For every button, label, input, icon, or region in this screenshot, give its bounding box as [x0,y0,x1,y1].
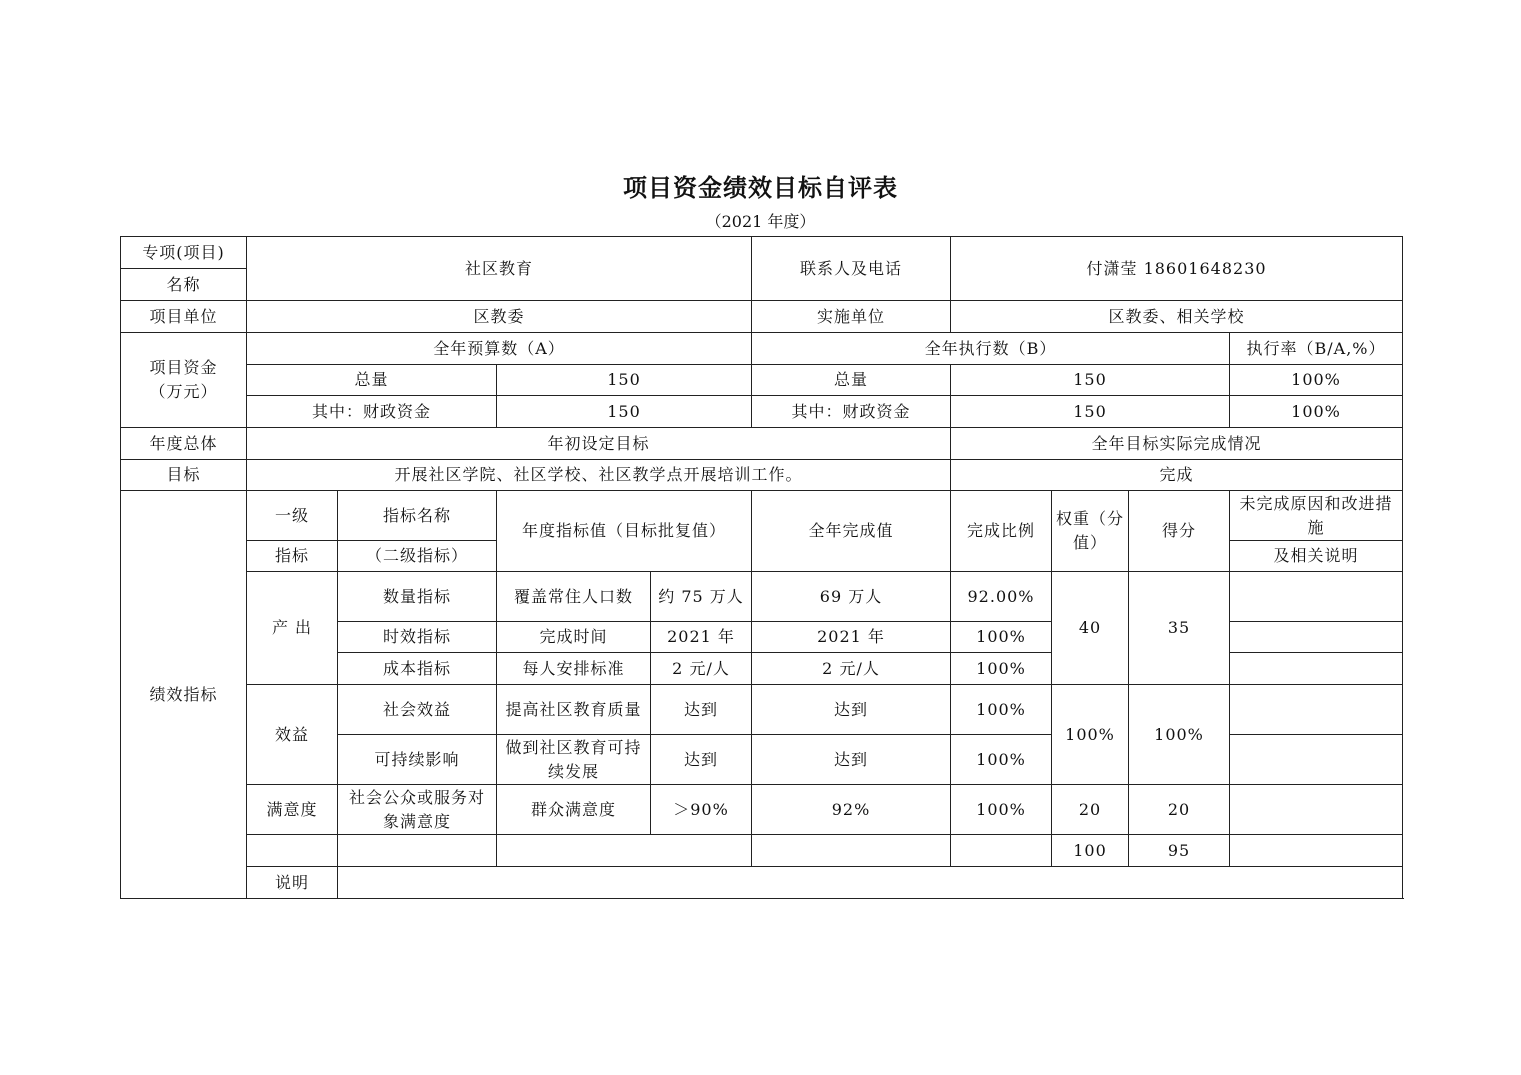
fiscal-budget-label: 其中：财政资金 [247,396,497,428]
benefit-score: 100% [1129,685,1230,785]
satisfaction-score: 20 [1129,785,1230,835]
unit-row [121,301,1403,333]
fiscal-rate: 100% [1230,396,1403,428]
page-subtitle: （2021 年度） [705,212,816,231]
satisfaction-indicator-item: 群众满意度 [497,785,651,835]
goals-set-header: 年初设定目标 [247,428,951,460]
total-empty-cell [338,835,497,867]
output-weight: 40 [1052,572,1129,685]
output-indicator-target: 2021 年 [651,622,752,653]
output-level-label: 产 出 [247,572,338,685]
total-empty-cell [1230,835,1403,867]
total-exec-label: 总量 [752,365,951,396]
indicators-section-label: 绩效指标 [121,491,247,899]
output-reason-cell [1230,572,1403,622]
benefit-indicator-ratio: 100% [951,735,1052,785]
benefit-indicator-target: 达到 [651,735,752,785]
weight-header: 权重（分值） [1052,491,1129,572]
total-row [121,835,1403,867]
satisfaction-indicator-ratio: 100% [951,785,1052,835]
output-indicator-item: 完成时间 [497,622,651,653]
output-indicator-item: 覆盖常住人口数 [497,572,651,622]
score-header: 得分 [1129,491,1230,572]
output-indicator-name: 数量指标 [338,572,497,622]
output-indicator-name: 成本指标 [338,653,497,685]
goals-value-row [121,460,1403,491]
output-indicator-target: 2 元/人 [651,653,752,685]
output-indicator-ratio: 100% [951,622,1052,653]
fiscal-exec-value: 150 [951,396,1230,428]
total-empty-cell [497,835,752,867]
rate-header: 执行率（B/A,%） [1230,333,1403,365]
output-reason-cell [1230,622,1403,653]
satisfaction-indicator-actual: 92% [752,785,951,835]
fiscal-budget-value: 150 [497,396,752,428]
benefit-indicator-name: 可持续影响 [338,735,497,785]
total-empty-cell [752,835,951,867]
benefit-indicator-item: 做到社区教育可持续发展 [497,735,651,785]
unit-label: 项目单位 [121,301,247,333]
benefit-level-label: 效益 [247,685,338,785]
total-empty-cell [247,835,338,867]
total-budget-value: 150 [497,365,752,396]
total-budget-label: 总量 [247,365,497,396]
indicator-header-row-1 [121,491,1403,541]
goals-actual-value: 完成 [951,460,1403,491]
total-score: 95 [1129,835,1230,867]
satisfaction-weight: 20 [1052,785,1129,835]
level1-header-a: 一级 [247,491,338,541]
budget-header: 全年预算数（A） [247,333,752,365]
output-score: 35 [1129,572,1230,685]
actual-header: 全年完成值 [752,491,951,572]
ratio-header: 完成比例 [951,491,1052,572]
benefit-weight: 100% [1052,685,1129,785]
funds-total-row [121,365,1403,396]
target-header: 年度指标值（目标批复值） [497,491,752,572]
benefit-indicator-actual: 达到 [752,685,951,735]
project-name-label: 专项(项目) [121,237,247,269]
benefit-reason-cell [1230,735,1403,785]
note-row [121,867,1403,899]
output-indicator-actual: 2 元/人 [752,653,951,685]
funds-label [121,333,247,428]
page-title: 项目资金绩效目标自评表 [623,174,898,202]
satisfaction-row [121,785,1403,835]
output-indicator-item: 每人安排标准 [497,653,651,685]
output-indicator-ratio: 100% [951,653,1052,685]
evaluation-table [120,236,1403,899]
project-row-1 [121,237,1403,269]
reason-header-a: 未完成原因和改进措施 [1230,491,1403,541]
total-empty-cell [951,835,1052,867]
goals-label-1: 年度总体 [121,428,247,460]
benefit-indicator-target: 达到 [651,685,752,735]
note-label: 说明 [247,867,338,899]
funds-label-line2: （万元） [149,382,218,401]
reason-header-b: 及相关说明 [1230,541,1403,572]
output-indicator-target: 约 75 万人 [651,572,752,622]
total-rate: 100% [1230,365,1403,396]
benefit-row-social [121,685,1403,735]
note-value [338,867,1403,899]
impl-value: 区教委、相关学校 [951,301,1403,333]
benefit-indicator-ratio: 100% [951,685,1052,735]
impl-label: 实施单位 [752,301,951,333]
benefit-indicator-item: 提高社区教育质量 [497,685,651,735]
goals-label-2: 目标 [121,460,247,491]
output-row-quantity [121,572,1403,622]
contact-value: 付潇莹 18601648230 [951,237,1403,301]
output-reason-cell [1230,653,1403,685]
satisfaction-indicator-target: ＞90% [651,785,752,835]
output-indicator-name: 时效指标 [338,622,497,653]
goals-actual-header: 全年目标实际完成情况 [951,428,1403,460]
total-weight: 100 [1052,835,1129,867]
name-header-b: （二级指标） [338,541,497,572]
output-indicator-actual: 69 万人 [752,572,951,622]
goals-set-value: 开展社区学院、社区学校、社区教学点开展培训工作。 [247,460,951,491]
contact-label: 联系人及电话 [752,237,951,301]
benefit-indicator-name: 社会效益 [338,685,497,735]
project-name-label-2: 名称 [121,269,247,301]
project-name-value: 社区教育 [247,237,752,301]
satisfaction-reason-cell [1230,785,1403,835]
output-indicator-ratio: 92.00% [951,572,1052,622]
name-header-a: 指标名称 [338,491,497,541]
benefit-indicator-actual: 达到 [752,735,951,785]
fiscal-exec-label: 其中：财政资金 [752,396,951,428]
funds-label-line1: 项目资金 [149,358,218,377]
total-exec-value: 150 [951,365,1230,396]
output-indicator-actual: 2021 年 [752,622,951,653]
benefit-reason-cell [1230,685,1403,735]
goals-header-row [121,428,1403,460]
level1-header-b: 指标 [247,541,338,572]
satisfaction-level-label: 满意度 [247,785,338,835]
funds-header-row [121,333,1403,365]
funds-fiscal-row [121,396,1403,428]
exec-header: 全年执行数（B） [752,333,1230,365]
unit-value: 区教委 [247,301,752,333]
satisfaction-indicator-name: 社会公众或服务对象满意度 [338,785,497,835]
